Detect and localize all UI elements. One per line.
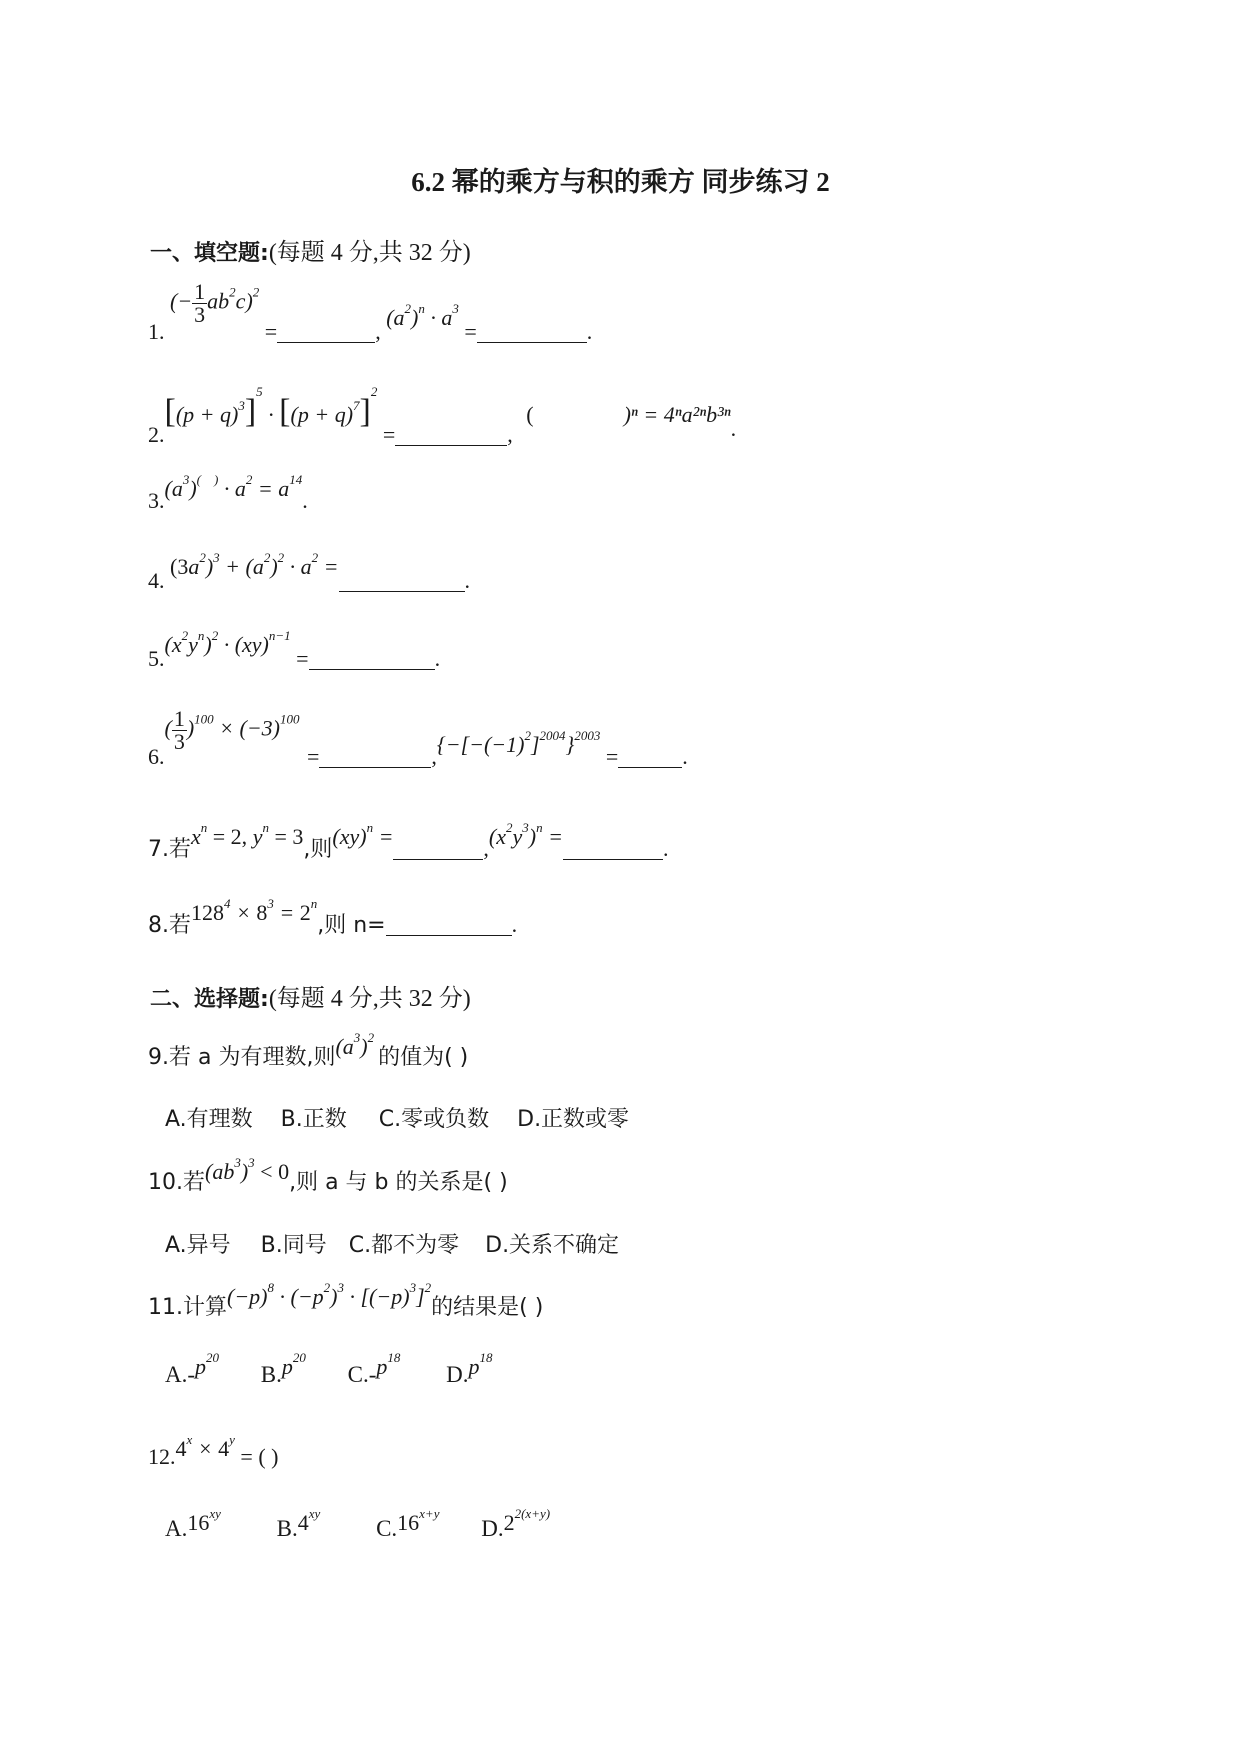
- question-7: [148, 820, 669, 862]
- period: .: [662, 836, 669, 861]
- question-number: 1.: [148, 318, 165, 344]
- formula: $\{-[-(-1)^2]^{2004}\}^{2003}$: [436, 727, 601, 757]
- option-label: D.: [481, 1516, 504, 1541]
- answer-blank: [618, 747, 682, 768]
- question-9: [148, 1030, 469, 1070]
- section-multiple-choice: [150, 978, 471, 1013]
- option-label: B.: [276, 1516, 298, 1541]
- then-text: ,则: [303, 837, 333, 862]
- question-number: 9.若 a 为有理数,则: [148, 1045, 336, 1070]
- formula: $(x^2y^n)^2 \cdot (xy)^{n-1}$: [164, 628, 291, 657]
- period: .: [730, 416, 737, 441]
- answer-blank: [277, 322, 375, 343]
- formula: $x^n = 2$, $y^n = 3$: [191, 820, 304, 849]
- option-label: A.-: [165, 1362, 196, 1387]
- answer-blank: [393, 839, 483, 860]
- option-a[interactable]: A.有理数: [165, 1107, 253, 1132]
- question-number: 11.计算: [148, 1295, 227, 1320]
- formula: $[(p + q)^3]^5 \cdot [(p + q)^7]^2$: [164, 384, 378, 430]
- question-10-options: [165, 1228, 619, 1259]
- separator: ,: [483, 836, 489, 861]
- section-note: (每题 4 分,共 32 分): [268, 240, 471, 266]
- option-c[interactable]: $C.-p^{18}$: [347, 1350, 401, 1387]
- period: .: [682, 743, 688, 769]
- question-11: [148, 1280, 544, 1320]
- question-4: [148, 550, 471, 593]
- formula: $(-p)^8 \cdot (-p^2)^3 \cdot [(-p)^3]^2$: [227, 1280, 432, 1309]
- answer-blank: [309, 649, 435, 670]
- section-label: 二、选择题:: [150, 987, 269, 1012]
- question-number: 12.: [148, 1444, 176, 1469]
- option-c[interactable]: C.零或负数: [378, 1107, 490, 1132]
- section-note: (每题 4 分,共 32 分): [268, 986, 471, 1012]
- formula: $4^x \times 4^y$: [175, 1432, 235, 1461]
- period: .: [302, 488, 308, 513]
- option-a[interactable]: $A.16^{xy}$: [165, 1506, 221, 1541]
- option-label: C.: [376, 1516, 398, 1541]
- formula: $(a^3)^{( )} \cdot a^2 = a^{14}$: [164, 472, 303, 501]
- option-b[interactable]: B.正数: [280, 1107, 347, 1132]
- equals: =: [296, 646, 309, 671]
- section-fill-in: [150, 232, 471, 267]
- question-number: 10.若: [148, 1170, 205, 1195]
- formula: $(x^2y^3)^n$ =: [488, 820, 563, 849]
- option-b[interactable]: B.同号: [260, 1233, 327, 1258]
- period: .: [586, 318, 593, 344]
- question-tail: 的结果是( ): [431, 1295, 544, 1320]
- period: .: [464, 568, 471, 593]
- separator: ,: [507, 422, 513, 447]
- option-a[interactable]: $A.-p^{20}$: [165, 1350, 220, 1387]
- option-d[interactable]: D.正数或零: [517, 1107, 630, 1132]
- page-title: 6.2 幂的乘方与积的乘方 同步练习 2: [411, 167, 830, 197]
- question-1: [148, 279, 593, 344]
- open-paren: (: [526, 402, 534, 427]
- formula: $128^4 \times 8^3 = 2^n$: [191, 896, 318, 925]
- question-tail: = ( ): [240, 1444, 279, 1469]
- question-5: [148, 628, 441, 671]
- question-3: [148, 472, 308, 513]
- formula: ( $\frac{1}{3}$ )$^{100} \times (-3)^{100}$: [164, 706, 300, 754]
- option-label: D.: [446, 1362, 469, 1387]
- question-number: 4.: [148, 568, 165, 593]
- then-text: ,则 n=: [317, 913, 386, 938]
- question-6: [148, 706, 688, 769]
- separator: ,: [375, 318, 381, 344]
- option-b[interactable]: $B.4^{xy}$: [276, 1506, 321, 1541]
- period: .: [434, 646, 441, 671]
- formula: $(a^2)^n \cdot a^3$: [386, 300, 459, 330]
- option-b[interactable]: $B.p^{20}$: [260, 1350, 306, 1387]
- answer-blank: [386, 915, 512, 936]
- separator: ,: [431, 743, 437, 769]
- option-d[interactable]: D.关系不确定: [485, 1233, 620, 1258]
- question-12: [148, 1432, 279, 1469]
- formula: $(a^3)^2$: [335, 1030, 375, 1059]
- option-d[interactable]: $D.p^{18}$: [446, 1350, 493, 1387]
- option-d[interactable]: $D.2^{2(x+y)}$: [481, 1506, 551, 1541]
- equals: =: [382, 422, 396, 447]
- answer-blank: [339, 571, 465, 592]
- option-label: A.: [165, 1516, 188, 1541]
- period: .: [511, 912, 518, 937]
- question-number: 5.: [148, 646, 165, 671]
- question-2: [148, 384, 737, 447]
- question-10: [148, 1155, 508, 1195]
- answer-blank: [477, 322, 587, 343]
- question-number: 7.若: [148, 837, 191, 862]
- question-tail: ,则 a 与 b 的关系是( ): [289, 1170, 508, 1195]
- section-label: 一、填空题:: [150, 241, 269, 266]
- equals: =: [307, 743, 320, 769]
- question-number: 6.: [148, 743, 165, 769]
- formula: )ⁿ = 4ⁿa²ⁿb³ⁿ: [623, 402, 731, 427]
- option-c[interactable]: C.都不为零: [348, 1233, 460, 1258]
- formula: (xy)$^n$ =: [332, 820, 394, 849]
- answer-blank: [319, 747, 431, 768]
- formula: $(3a^2)^3 + (a^2)^2 \cdot a^2$ =: [170, 550, 339, 579]
- answer-blank: [395, 425, 507, 446]
- equals: =: [264, 318, 278, 344]
- question-number: 3.: [148, 488, 165, 513]
- question-8: [148, 896, 518, 938]
- question-11-options: [165, 1350, 493, 1388]
- equals: =: [464, 318, 477, 344]
- question-9-options: [165, 1102, 629, 1133]
- option-c[interactable]: $C.16^{x+y}$: [376, 1506, 440, 1541]
- question-number: 8.若: [148, 913, 191, 938]
- equals: =: [605, 743, 619, 769]
- option-label: C.-: [347, 1362, 377, 1387]
- option-a[interactable]: A.异号: [165, 1233, 231, 1258]
- question-number: 2.: [148, 422, 165, 447]
- answer-blank: [563, 839, 663, 860]
- option-label: B.: [260, 1362, 282, 1387]
- question-tail: 的值为( ): [378, 1045, 469, 1070]
- formula: (− $\frac{1}{3}$ $ab^2c)^2$: [170, 279, 260, 327]
- question-12-options: [165, 1506, 551, 1542]
- formula: $(ab^3)^3 < 0$: [205, 1155, 290, 1184]
